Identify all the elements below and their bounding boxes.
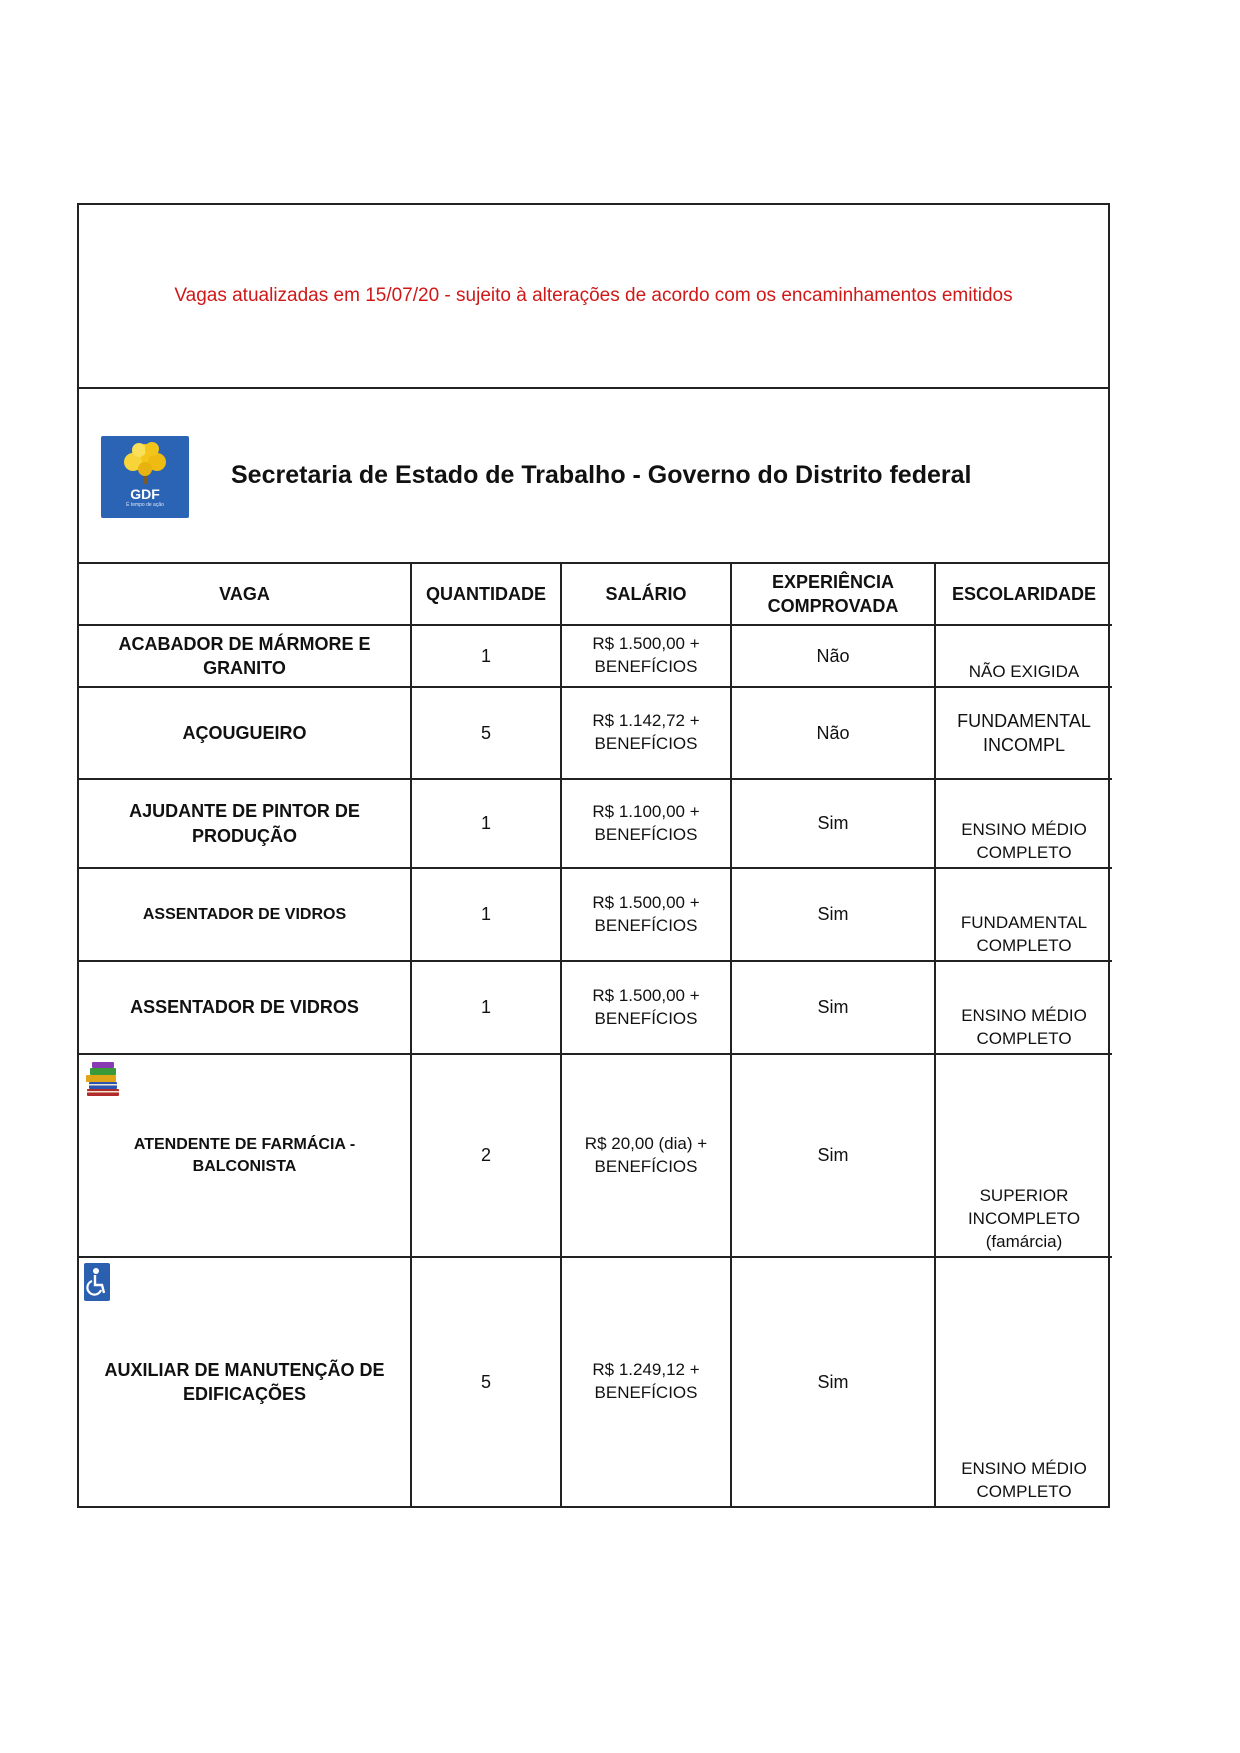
salario-cell: R$ 1.500,00 + BENEFÍCIOS [561,961,731,1054]
salario-cell: R$ 1.249,12 + BENEFÍCIOS [561,1257,731,1506]
table-row [79,779,1112,868]
table-header-row [79,564,1112,625]
salario-cell: R$ 1.500,00 + BENEFÍCIOS [561,868,731,961]
job-sheet [77,203,1110,1508]
experiencia-cell: Sim [731,779,935,868]
vaga-cell: ATENDENTE DE FARMÁCIA - BALCONISTA [79,1054,411,1257]
salario-cell: R$ 1.500,00 + BENEFÍCIOS [561,625,731,687]
quantidade-cell: 1 [411,779,561,868]
col-header-salario: SALÁRIO [561,564,731,625]
vaga-cell: AUXILIAR DE MANUTENÇÃO DE EDIFICAÇÕES [79,1257,411,1506]
org-title: Secretaria de Estado de Trabalho - Governo do Distrito federal [231,461,972,489]
org-header [79,389,1108,564]
gdf-logo [101,436,189,518]
vacancies-table [79,564,1112,1506]
col-header-escolaridade: ESCOLARIDADE [935,564,1112,625]
experiencia-cell: Sim [731,1054,935,1257]
escolaridade-cell: NÃO EXIGIDA [935,625,1112,687]
quantidade-cell: 2 [411,1054,561,1257]
escolaridade-cell: SUPERIOR INCOMPLETO (famárcia) [935,1054,1112,1257]
logo-text: GDF [130,486,160,502]
escolaridade-cell: FUNDAMENTAL INCOMPL [935,687,1112,779]
vaga-cell: ASSENTADOR DE VIDROS [79,868,411,961]
books-icon [83,1059,123,1099]
col-header-vaga: VAGA [79,564,411,625]
salario-cell: R$ 20,00 (dia) + BENEFÍCIOS [561,1054,731,1257]
salario-cell: R$ 1.142,72 + BENEFÍCIOS [561,687,731,779]
vaga-cell: AÇOUGUEIRO [79,687,411,779]
table-row [79,1054,1112,1257]
vaga-cell: AJUDANTE DE PINTOR DE PRODUÇÃO [79,779,411,868]
logo-tagline: É tempo de ação [126,502,164,508]
quantidade-cell: 1 [411,961,561,1054]
update-notice: Vagas atualizadas em 15/07/20 - sujeito à alterações de acordo com os encaminhamentos emitidos [79,205,1108,389]
table-row [79,687,1112,779]
escolaridade-cell: ENSINO MÉDIO COMPLETO [935,1257,1112,1506]
experiencia-cell: Sim [731,1257,935,1506]
experiencia-cell: Não [731,625,935,687]
quantidade-cell: 1 [411,625,561,687]
salario-cell: R$ 1.100,00 + BENEFÍCIOS [561,779,731,868]
quantidade-cell: 5 [411,687,561,779]
escolaridade-cell: FUNDAMENTAL COMPLETO [935,868,1112,961]
wheelchair-accessibility-icon [83,1262,111,1302]
table-row [79,961,1112,1054]
col-header-quantidade: QUANTIDADE [411,564,561,625]
table-row [79,625,1112,687]
vaga-cell: ACABADOR DE MÁRMORE E GRANITO [79,625,411,687]
experiencia-cell: Sim [731,961,935,1054]
escolaridade-cell: ENSINO MÉDIO COMPLETO [935,961,1112,1054]
escolaridade-cell: ENSINO MÉDIO COMPLETO [935,779,1112,868]
experiencia-cell: Sim [731,868,935,961]
table-row [79,1257,1112,1506]
quantidade-cell: 5 [411,1257,561,1506]
col-header-experiencia: EXPERIÊNCIA COMPROVADA [731,564,935,625]
experiencia-cell: Não [731,687,935,779]
vaga-cell: ASSENTADOR DE VIDROS [79,961,411,1054]
table-row [79,868,1112,961]
quantidade-cell: 1 [411,868,561,961]
